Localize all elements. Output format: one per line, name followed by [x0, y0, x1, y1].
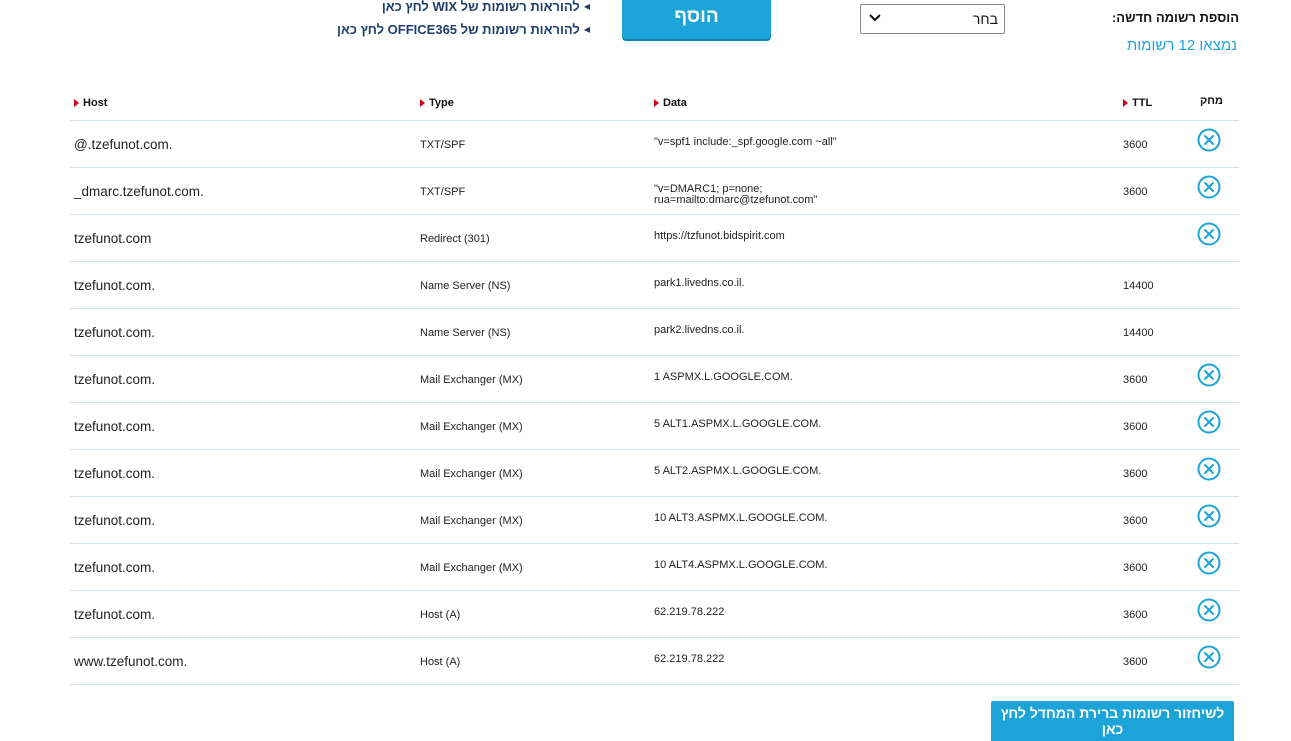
close-circle-icon[interactable]: [1197, 222, 1221, 246]
wix-instructions-link[interactable]: [382, 0, 590, 14]
host-cell: tzefunot.com.: [74, 513, 156, 528]
ttl-cell: 3600: [1123, 656, 1148, 668]
add-record-button[interactable]: הוסף: [622, 0, 771, 39]
chevron-down-icon: [869, 13, 881, 25]
data-cell: 62.219.78.222: [654, 606, 725, 618]
table-row: [69, 638, 1239, 685]
triangle-left-icon: ◀: [583, 2, 590, 11]
table-header: [69, 90, 1239, 121]
ttl-cell: 3600: [1123, 421, 1148, 433]
close-circle-icon[interactable]: [1197, 175, 1221, 199]
ttl-cell: 3600: [1123, 562, 1148, 574]
type-cell: Name Server (NS): [420, 280, 511, 292]
data-cell: https://tzfunot.bidspirit.com: [654, 230, 785, 242]
table-row: [69, 356, 1239, 403]
close-circle-icon[interactable]: [1197, 363, 1221, 387]
table-body: [69, 121, 1239, 685]
ttl-cell: 3600: [1123, 186, 1148, 198]
dns-records-table: [69, 90, 1239, 685]
host-cell: tzefunot.com.: [74, 607, 156, 622]
data-cell: 5 ALT2.ASPMX.L.GOOGLE.COM.: [654, 465, 822, 477]
table-row: [69, 497, 1239, 544]
type-cell: Mail Exchanger (MX): [420, 421, 523, 433]
type-cell: TXT/SPF: [420, 186, 466, 198]
close-circle-icon[interactable]: [1197, 504, 1221, 528]
data-cell: 10 ALT3.ASPMX.L.GOOGLE.COM.: [654, 512, 828, 524]
ttl-cell: 3600: [1123, 374, 1148, 386]
close-circle-icon[interactable]: [1197, 645, 1221, 669]
host-cell: tzefunot.com: [74, 231, 152, 246]
type-cell: Redirect (301): [420, 233, 490, 245]
host-cell: tzefunot.com.: [74, 466, 156, 481]
table-row: [69, 544, 1239, 591]
ttl-cell: 3600: [1123, 609, 1148, 621]
column-header-type[interactable]: Type: [420, 97, 454, 109]
close-circle-icon[interactable]: [1197, 128, 1221, 152]
host-cell: tzefunot.com.: [74, 372, 156, 387]
data-cell: park2.livedns.co.il.: [654, 324, 745, 336]
type-cell: Mail Exchanger (MX): [420, 468, 523, 480]
table-row: [69, 215, 1239, 262]
table-row: [69, 591, 1239, 638]
type-cell: Mail Exchanger (MX): [420, 374, 523, 386]
ttl-cell: 3600: [1123, 468, 1148, 480]
data-cell: 62.219.78.222: [654, 653, 725, 665]
office365-link-label: להוראות רשומות של OFFICE365 לחץ כאן: [337, 22, 580, 37]
restore-defaults-button[interactable]: לשיחזור רשומות ברירת המחדל לחץ כאן: [991, 701, 1234, 741]
type-cell: TXT/SPF: [420, 139, 466, 151]
triangle-left-icon: ◀: [583, 25, 590, 34]
type-cell: Name Server (NS): [420, 327, 511, 339]
host-cell: _dmarc.tzefunot.com.: [74, 184, 204, 199]
table-row: [69, 168, 1239, 215]
records-found-count: נמצאו 12 רשומות: [1126, 37, 1237, 54]
data-cell: 1 ASPMX.L.GOOGLE.COM.: [654, 371, 793, 383]
column-header-delete: מחק: [1200, 95, 1223, 107]
wix-link-label: להוראות רשומות של WIX לחץ כאן: [381, 0, 580, 14]
column-header-host[interactable]: Host: [74, 97, 107, 109]
sort-arrow-icon: [74, 99, 79, 107]
data-cell: park1.livedns.co.il.: [654, 277, 745, 289]
ttl-cell: 3600: [1123, 515, 1148, 527]
type-cell: Mail Exchanger (MX): [420, 515, 523, 527]
type-cell: Host (A): [420, 656, 461, 668]
data-cell: "v=DMARC1; p=none; rua=mailto:dmarc@tzefunot.com": [654, 183, 818, 206]
type-cell: Host (A): [420, 609, 461, 621]
host-cell: tzefunot.com.: [74, 560, 156, 575]
close-circle-icon[interactable]: [1197, 410, 1221, 434]
ttl-cell: 14400: [1123, 327, 1154, 339]
host-cell: tzefunot.com.: [74, 419, 156, 434]
sort-arrow-icon: [654, 99, 659, 107]
table-row: [69, 309, 1239, 356]
record-type-select[interactable]: [860, 4, 1005, 34]
data-cell: "v=spf1 include:_spf.google.com ~all": [654, 136, 837, 148]
type-cell: Mail Exchanger (MX): [420, 562, 523, 574]
ttl-cell: 14400: [1123, 280, 1154, 292]
table-row: [69, 121, 1239, 168]
table-row: [69, 262, 1239, 309]
sort-arrow-icon: [1123, 99, 1128, 107]
host-cell: tzefunot.com.: [74, 278, 156, 293]
select-value: בחר: [972, 11, 998, 27]
ttl-cell: 3600: [1123, 139, 1148, 151]
close-circle-icon[interactable]: [1197, 457, 1221, 481]
column-header-ttl[interactable]: TTL: [1123, 97, 1152, 109]
host-cell: tzefunot.com.: [74, 325, 156, 340]
close-circle-icon[interactable]: [1197, 598, 1221, 622]
table-row: [69, 403, 1239, 450]
data-cell: 10 ALT4.ASPMX.L.GOOGLE.COM.: [654, 559, 828, 571]
host-cell: www.tzefunot.com.: [74, 654, 188, 669]
add-record-label: הוספת רשומה חדשה:: [1111, 10, 1239, 25]
data-cell: 5 ALT1.ASPMX.L.GOOGLE.COM.: [654, 418, 822, 430]
office365-instructions-link[interactable]: [337, 22, 590, 37]
column-header-data[interactable]: Data: [654, 97, 687, 109]
close-circle-icon[interactable]: [1197, 551, 1221, 575]
host-cell: @.tzefunot.com.: [74, 137, 173, 152]
sort-arrow-icon: [420, 99, 425, 107]
table-row: [69, 450, 1239, 497]
